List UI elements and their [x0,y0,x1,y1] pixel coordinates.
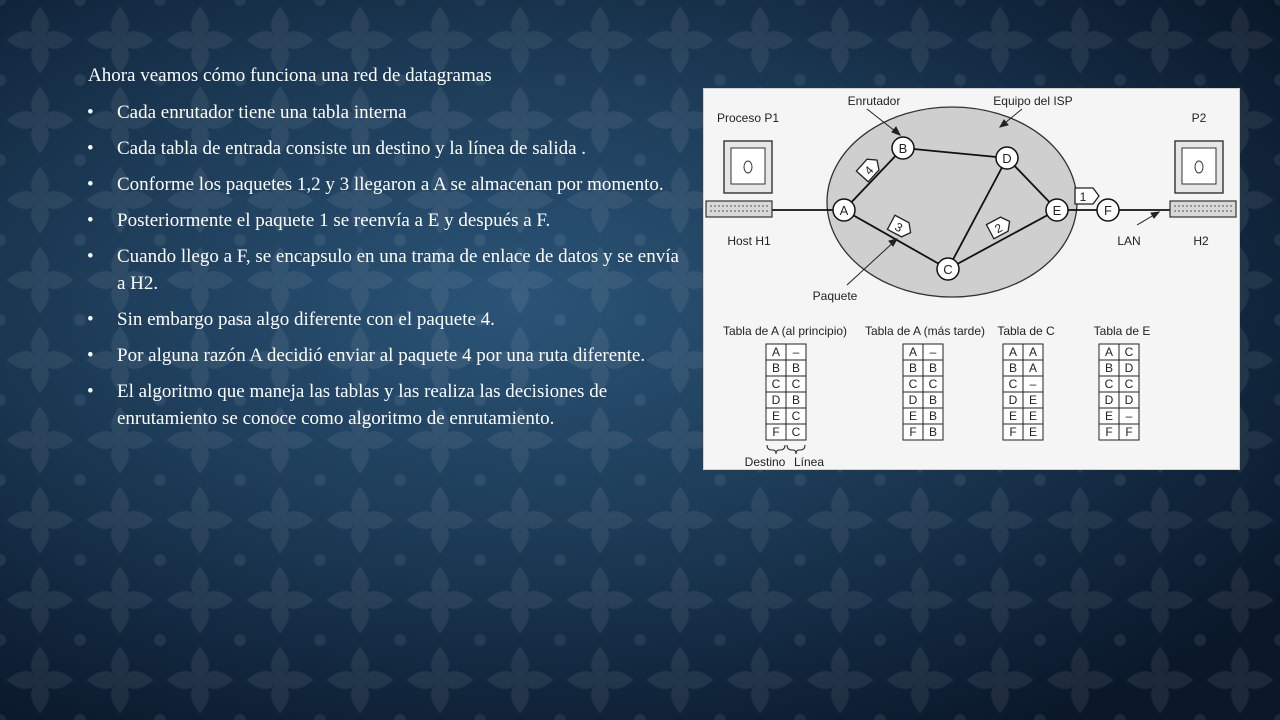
table-cell: B [928,425,938,439]
bullet-text: Conforme los paquetes 1,2 y 3 llegaron a A se almacenan por momento. [117,174,664,195]
table-cell: C [928,377,938,391]
table-cell: B [908,361,918,375]
table-cell: – [792,345,800,359]
table-cell: F [1105,425,1113,439]
table-cell: E [908,409,918,423]
table-cell: C [1124,377,1134,391]
bullet-item [88,306,688,333]
packet-label: Paquete [812,289,858,303]
node-label: E [1052,203,1062,218]
table-cell: D [1008,393,1018,407]
bullet-item [88,135,688,162]
destination-brace [767,445,785,454]
bullet-text: Posteriormente el paquete 1 se reenvía a E y después a F. [117,210,551,231]
packet-1-label: 1 [1079,190,1087,204]
host-h1-computer-icon [706,141,772,217]
table-cell: E [1028,425,1038,439]
routing-table-a-initial [723,324,847,469]
bullet-icon: • [87,138,94,159]
packet-2-label: 2 [992,220,1005,237]
router-node-e [1046,199,1068,221]
table-cell: A [1028,345,1038,359]
table-cell: C [1104,377,1114,391]
table-cell: – [1125,409,1133,423]
bullet-text: El algoritmo que maneja las tablas y las realiza las decisiones de enrutamiento se conoce como algoritmo de enrutamiento. [117,381,608,429]
table-cell: E [1028,409,1038,423]
bullet-item [88,171,688,198]
table-cell: B [928,361,938,375]
slide-heading: Ahora veamos cómo funciona una red de datagramas [88,65,492,86]
datagram-network-figure [703,88,1240,470]
bullet-item [88,378,688,432]
node-label: F [1104,203,1112,218]
table-cell: B [791,393,801,407]
table-cell: C [908,377,918,391]
table-cell: A [1104,345,1114,359]
host-h2-label: H2 [1193,234,1209,248]
table-cell: C [791,377,801,391]
node-label: D [1002,151,1012,166]
table-cell: A [1008,345,1018,359]
bullet-icon: • [87,210,94,231]
host-h2-computer-icon [1170,141,1236,217]
table-cell: E [771,409,781,423]
table-cell: E [1028,393,1038,407]
bullet-item [88,342,688,369]
table-cell: A [1028,361,1038,375]
table-title: Tabla de A (al principio) [722,324,848,338]
bullet-icon: • [87,246,94,267]
table-cell: D [771,393,781,407]
table-cell: B [1104,361,1114,375]
table-cell: F [1125,425,1133,439]
table-cell: – [929,345,937,359]
table-cell: D [1104,393,1114,407]
bullet-icon: • [87,174,94,195]
line-brace [787,445,805,454]
table-cell: B [791,361,801,375]
packet-3-label: 3 [892,219,905,236]
table-cell: C [791,409,801,423]
table-cell: D [1124,361,1134,375]
table-cell: C [1008,377,1018,391]
table-cell: A [771,345,781,359]
bullet-list [88,99,688,432]
bullet-icon: • [87,309,94,330]
bullet-text: Por alguna razón A decidió enviar al paquete 4 por una ruta diferente. [117,345,646,366]
node-label: B [898,141,908,156]
bullet-text: Cada enrutador tiene una tabla interna [117,102,407,123]
node-label: A [839,203,849,218]
table-cell: E [1008,409,1018,423]
packet-4-label: 4 [861,163,877,178]
routing-table-a-later [865,324,985,440]
table-cell: A [908,345,918,359]
table-cell: F [772,425,780,439]
routing-table-c [997,324,1055,440]
network-diagram [704,89,1239,469]
router-label: Enrutador [847,94,901,108]
bullet-item [88,207,688,234]
table-cell: C [771,377,781,391]
bullet-item [88,99,688,126]
line-legend: Línea [793,455,825,469]
table-cell: F [1009,425,1017,439]
bullet-icon: • [87,381,94,402]
router-node-a [833,199,855,221]
bullet-icon: • [87,102,94,123]
process-p1-label: Proceso P1 [716,111,780,125]
node-label: C [943,262,953,277]
table-cell: D [1124,393,1134,407]
table-cell: C [791,425,801,439]
routing-table-e [1094,324,1151,440]
bullet-item [88,243,688,297]
table-cell: B [928,409,938,423]
router-node-b [892,137,914,159]
router-node-c [937,258,959,280]
table-title: Tabla de C [997,324,1055,338]
isp-equipment-label: Equipo del ISP [993,94,1073,108]
process-p2-label: P2 [1191,111,1207,125]
bullet-text: Cada tabla de entrada consiste un destino y la línea de salida . [117,138,587,159]
table-cell: F [909,425,917,439]
table-title: Tabla de E [1093,324,1151,338]
bullet-text: Cuando llego a F, se encapsulo en una trama de enlace de datos y se envía a H2. [117,246,679,294]
table-cell: C [1124,345,1134,359]
table-cell: D [908,393,918,407]
table-cell: B [1008,361,1018,375]
lan-label: LAN [1117,234,1141,248]
table-title: Tabla de A (más tarde) [864,324,986,338]
destination-legend: Destino [744,455,786,469]
bullet-text: Sin embargo pasa algo diferente con el paquete 4. [117,309,495,330]
router-node-d [996,147,1018,169]
host-h1-label: Host H1 [727,234,771,248]
bullet-icon: • [87,345,94,366]
table-cell: E [1104,409,1114,423]
packet-1 [1075,188,1099,204]
table-cell: B [928,393,938,407]
table-cell: – [1029,377,1037,391]
table-cell: B [771,361,781,375]
router-node-f [1097,199,1119,221]
slide-text [88,62,688,441]
